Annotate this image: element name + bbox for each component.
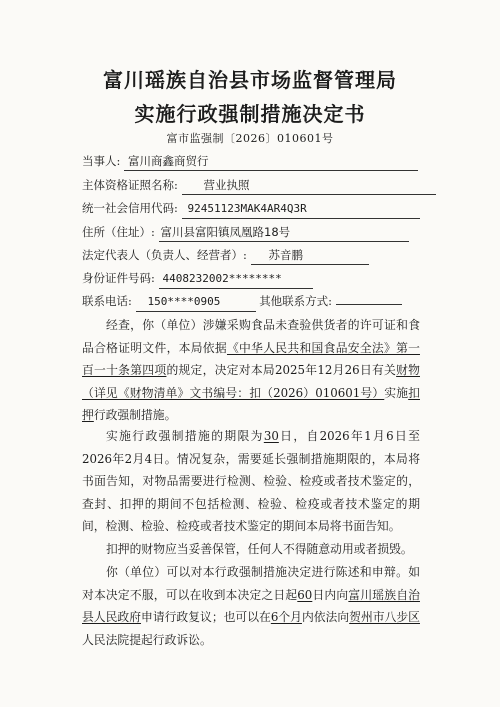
credit-code-label: 统一社会信用代码: xyxy=(82,201,178,215)
findings-text: 经查，你（单位）涉嫌采购食品未查验供货者的许可证和食品合格证明文件 xyxy=(82,318,420,355)
property-list-ref: 财物（详见《财物清单》文书编号：扣（2026）010601号） xyxy=(82,363,420,400)
field-legal-rep xyxy=(82,246,369,264)
credit-code-value: 92451123MAK4AR4Q3R xyxy=(182,200,420,219)
id-value: 4408232002******** xyxy=(159,270,313,289)
other-contact-label: 其他联系方式: xyxy=(259,294,333,308)
address-label: 住所（住址）: xyxy=(82,225,155,239)
party-value: 富川商鑫商贸行 xyxy=(124,152,418,171)
measure-type: 扣押 xyxy=(82,385,420,423)
agency-title: 富川瑶族自治县市场监督管理局 xyxy=(103,68,397,92)
review-days: 60 xyxy=(297,587,313,602)
document-number: 富市监强制〔2026〕010601号 xyxy=(166,132,334,145)
party-label: 当事人: xyxy=(82,154,121,168)
paragraph-custody: 扣押的财物应当妥善保管，任何人不得随意动用或者损毁。 xyxy=(106,542,413,556)
field-license xyxy=(82,176,436,194)
legal-rep-label: 法定代表人（负责人、经营者）: xyxy=(82,248,247,262)
paragraph-appeal: 你（单位）可以对本行政强制措施决定进行陈述和申辩。如对本决定不服，可以在收到本决定之日起60日内向富川瑶族自治县人民政府申请行政复议；也可以在6个月内依法向贺州市八步区人民法院提起行政诉讼。 xyxy=(82,565,420,647)
legal-basis: 《中华人民共和国食品安全法》第一百一十条第四项 xyxy=(82,340,420,378)
phone-value: 150****0905 xyxy=(136,293,256,312)
litigation-period: 6个月 xyxy=(270,610,302,625)
license-label: 主体资格证照名称: xyxy=(82,178,178,192)
legal-rep-value: 苏音鹏 xyxy=(251,246,369,265)
review-authority: 富川瑶族自治县人民政府 xyxy=(82,587,420,625)
paragraph-period: 实施行政强制措施的期限为30日，自2026年1月6日至2026年2月4日。情况复杂，需要延长强制措施期限的，本局将书面告知，对物品需要进行检测、检验、检疫或者技术鉴定的，查封、扣押的期间不包括检测、检验、检疫或者技术鉴定的期间，检测、检验、检疫或者技术鉴定的期间本局将书面告知。 xyxy=(82,429,420,534)
field-phone xyxy=(82,292,402,310)
field-address xyxy=(82,223,409,241)
period-days: 30 xyxy=(263,429,279,443)
field-credit-code xyxy=(82,199,420,217)
phone-label: 联系电话: xyxy=(82,294,132,308)
license-value: 营业执照 xyxy=(182,176,436,195)
id-label: 身份证件号码: xyxy=(82,271,155,285)
court-district: 贺州市八步区 xyxy=(349,610,420,625)
paragraph-findings: 经查，你（单位）涉嫌采购食品未查验供货者的许可证和食品合格证明文件，本局依据《中华人民共和国食品安全法》第一百一十条第四项的规定，决定对本局2025年12月26日有关财物（详见《财物清单》文书编号：扣（2026）010601号）实施扣押行政强制措施。 xyxy=(82,318,420,423)
address-value: 富川县富阳镇凤凰路18号 xyxy=(159,223,409,242)
field-party xyxy=(82,152,418,170)
document-title: 实施行政强制措施决定书 xyxy=(134,102,366,126)
other-contact-value xyxy=(336,304,402,305)
field-id xyxy=(82,269,313,287)
